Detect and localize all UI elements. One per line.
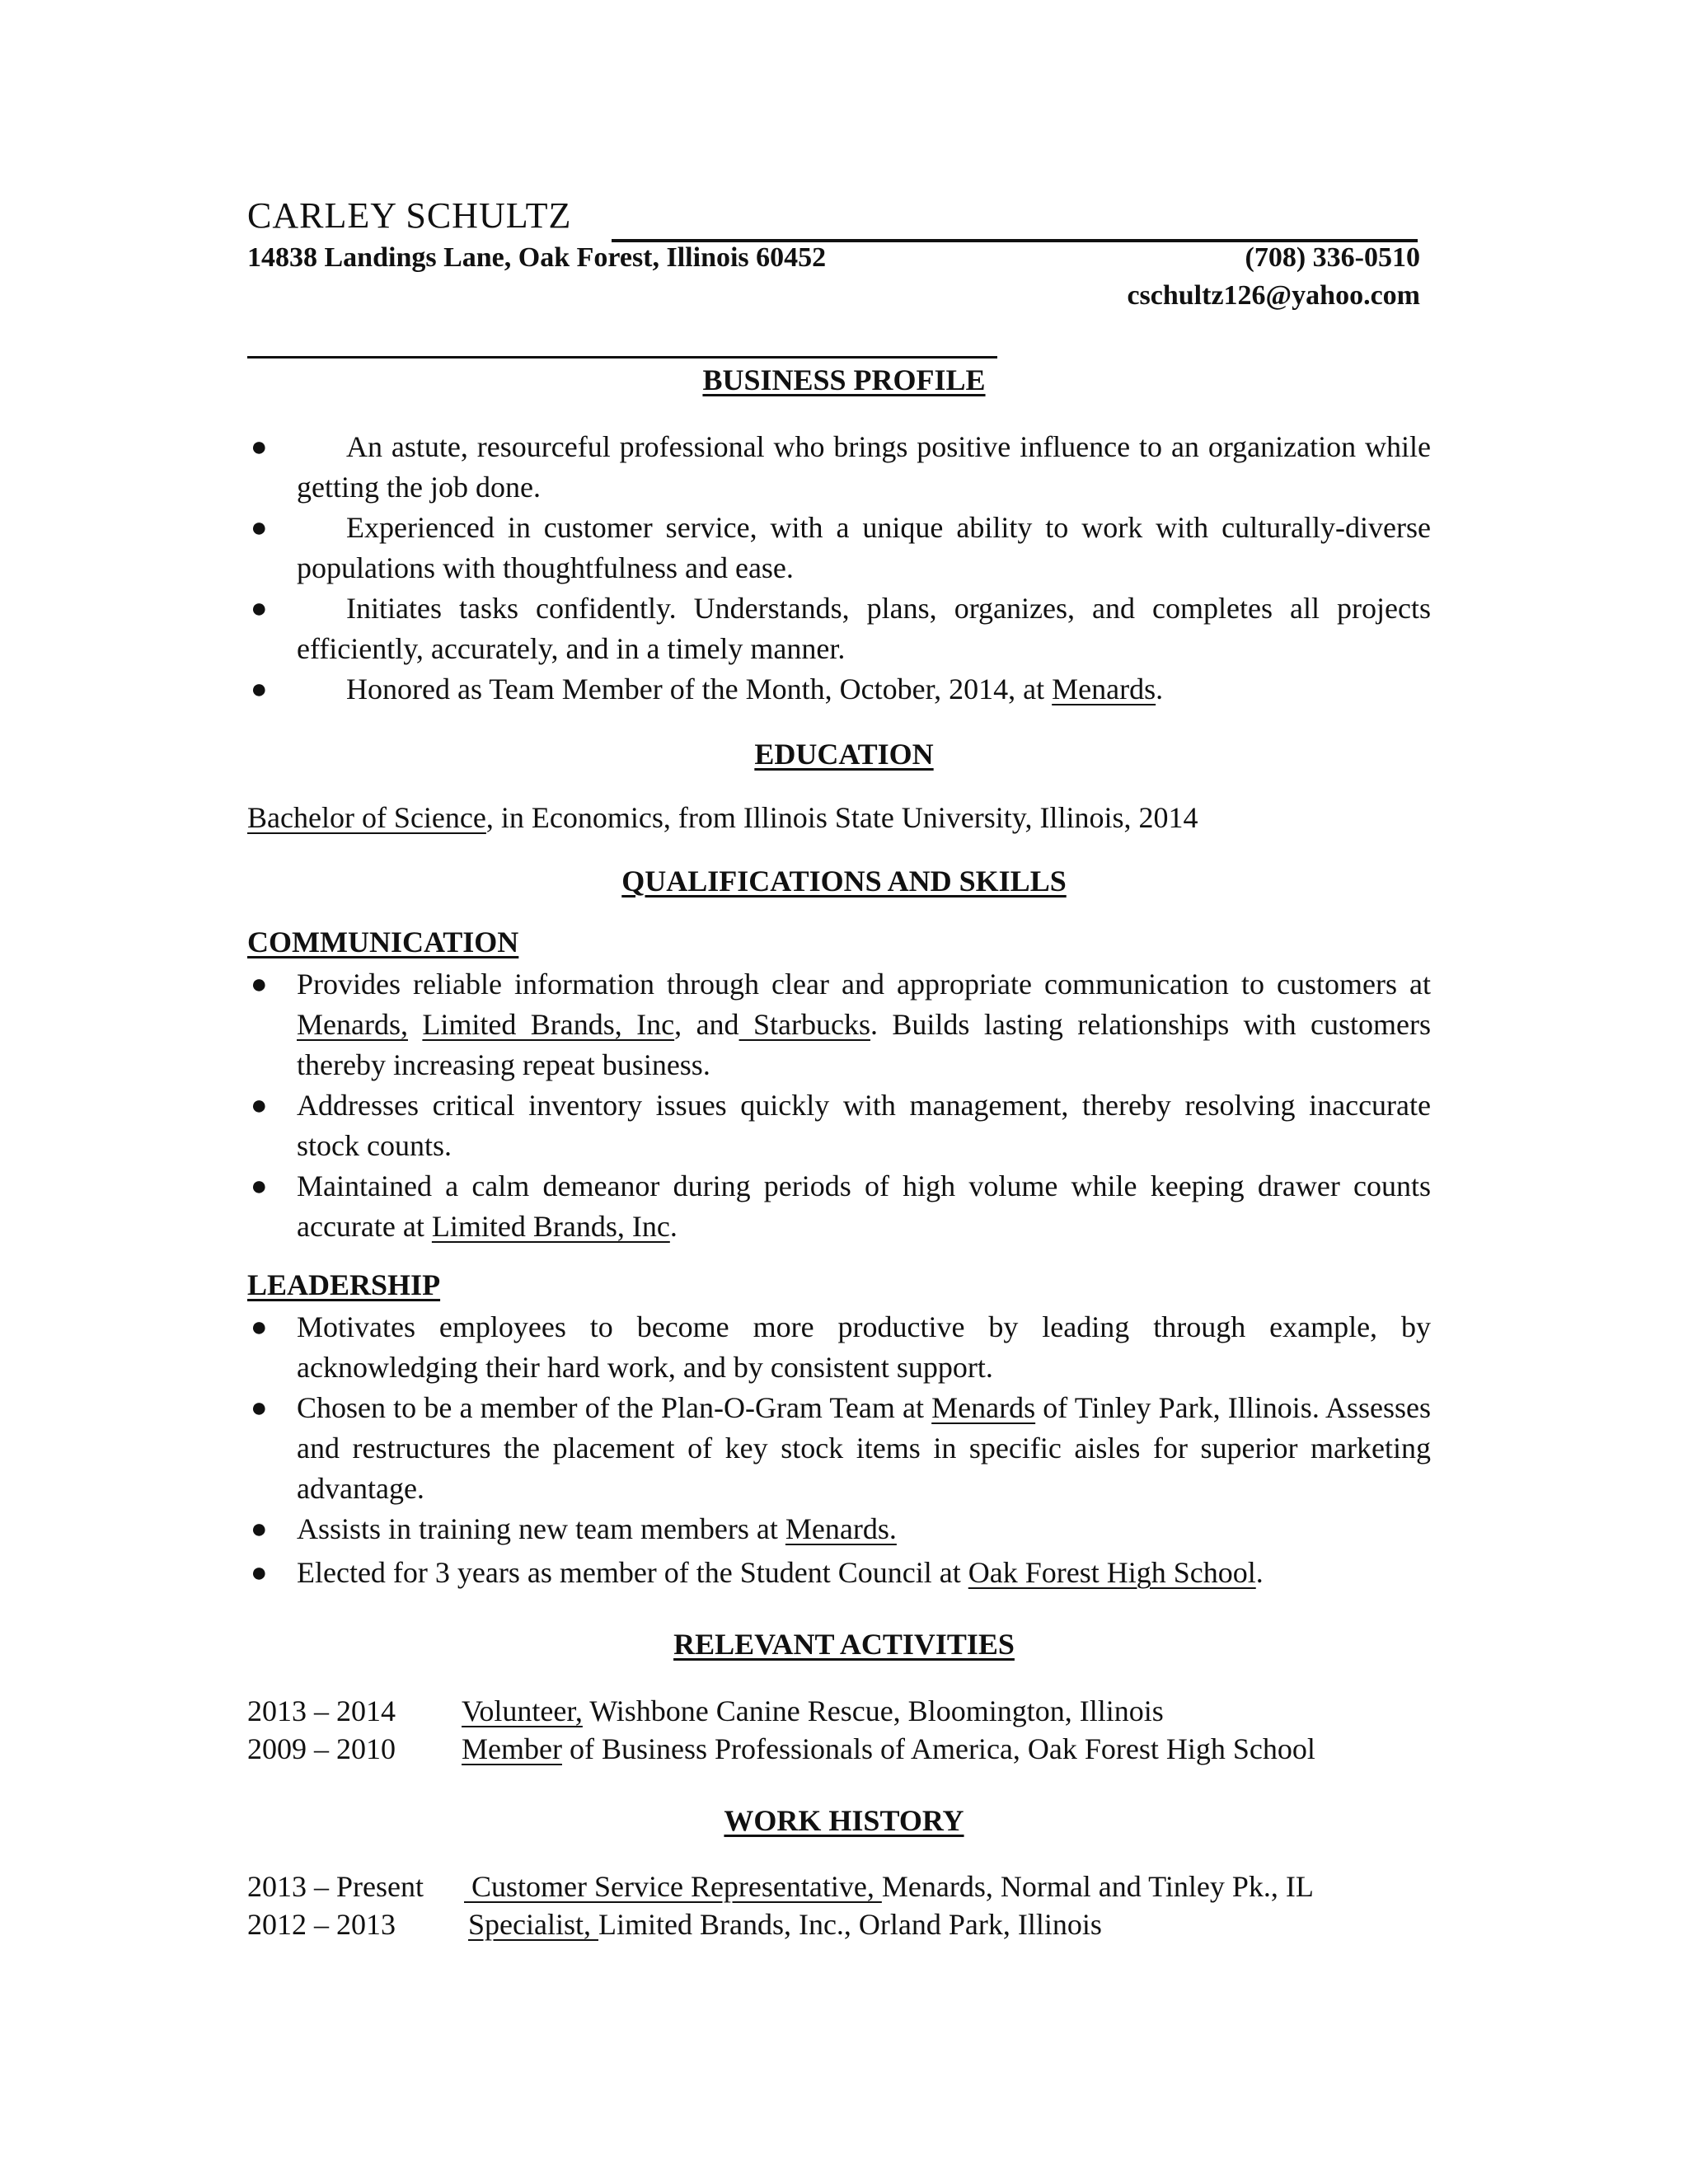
list-item: ● Provides reliable information through clear and appropriate communication to customers at Menards, Limited Brands, Inc, and Starbucks. Builds lasting relationships with customers thereby increasing repeat business. xyxy=(247,964,1431,1085)
bullet-icon: ● xyxy=(251,513,268,543)
employer-link-menards: Menards xyxy=(1052,673,1156,705)
list-item: ● Initiates tasks confidently. Understands, plans, organizes, and completes all projects efficiently, accurately, and in a timely manner. xyxy=(247,588,1431,669)
list-item: ● Elected for 3 years as member of the Student Council at Oak Forest High School. xyxy=(247,1553,1431,1593)
work-row: 2013 – Present Customer Service Representative, Menards, Normal and Tinley Pk., IL xyxy=(247,1870,1314,1903)
activity-row: 2009 – 2010 Member of Business Professionals of America, Oak Forest High School xyxy=(247,1732,1315,1765)
activity-row: 2013 – 2014 Volunteer, Wishbone Canine Rescue, Bloomington, Illinois xyxy=(247,1694,1164,1727)
bullet-icon: ● xyxy=(251,1393,268,1423)
bullet-icon: ● xyxy=(251,1090,268,1121)
mailing-address: 14838 Landings Lane, Oak Forest, Illinois 60452 xyxy=(247,242,827,273)
bullet-icon: ● xyxy=(251,1514,268,1544)
relevant-activities-heading: RELEVANT ACTIVITIES xyxy=(673,1628,1015,1661)
bullet-icon: ● xyxy=(251,593,268,624)
list-item: ● Chosen to be a member of the Plan-O-Gram Team at Menards of Tinley Park, Illinois. Assesses and restructures the placement of key stock items in specific aisles for superior marketing advantage. xyxy=(247,1388,1431,1509)
list-item: ● Experienced in customer service, with a unique ability to work with culturally-diverse populations with thoughtfulness and ease. xyxy=(247,508,1431,588)
education-entry: Bachelor of Science, in Economics, from Illinois State University, Illinois, 2014 xyxy=(247,801,1198,834)
list-item: ● Motivates employees to become more productive by leading through example, by acknowledging their hard work, and by consistent support. xyxy=(247,1307,1431,1388)
work-history-heading: WORK HISTORY xyxy=(724,1804,964,1837)
bullet-icon: ● xyxy=(251,1312,268,1343)
bullet-icon: ● xyxy=(251,432,268,462)
bullet-icon: ● xyxy=(251,1558,268,1588)
list-item: ● Honored as Team Member of the Month, October, 2014, at Menards. xyxy=(247,669,1431,710)
header-divider-rule xyxy=(247,356,997,359)
applicant-name: CARLEY SCHULTZ xyxy=(247,195,572,236)
bullet-icon: ● xyxy=(251,674,268,705)
email-address: cschultz126@yahoo.com xyxy=(1127,280,1420,311)
business-profile-heading: BUSINESS PROFILE xyxy=(702,363,986,396)
work-row: 2012 – 2013 Specialist, Limited Brands, Inc., Orland Park, Illinois xyxy=(247,1908,1102,1941)
communication-subheading: COMMUNICATION xyxy=(247,926,519,958)
phone-number: (708) 336-0510 xyxy=(1245,242,1420,273)
leadership-subheading: LEADERSHIP xyxy=(247,1268,441,1301)
list-item: ● An astute, resourceful professional who brings positive influence to an organization while getting the job done. xyxy=(247,427,1431,508)
leadership-list xyxy=(247,1307,1431,1593)
list-item: ● Assists in training new team members at Menards. xyxy=(247,1509,1431,1549)
list-item: ● Maintained a calm demeanor during periods of high volume while keeping drawer counts accurate at Limited Brands, Inc. xyxy=(247,1166,1431,1247)
degree-name: Bachelor of Science xyxy=(247,801,486,834)
education-heading: EDUCATION xyxy=(754,738,934,771)
business-profile-list xyxy=(247,427,1431,710)
qualifications-heading: QUALIFICATIONS AND SKILLS xyxy=(621,865,1067,898)
communication-list xyxy=(247,964,1431,1247)
bullet-icon: ● xyxy=(251,969,268,1000)
bullet-icon: ● xyxy=(251,1171,268,1202)
list-item: ● Addresses critical inventory issues quickly with management, thereby resolving inaccurate stock counts. xyxy=(247,1085,1431,1166)
